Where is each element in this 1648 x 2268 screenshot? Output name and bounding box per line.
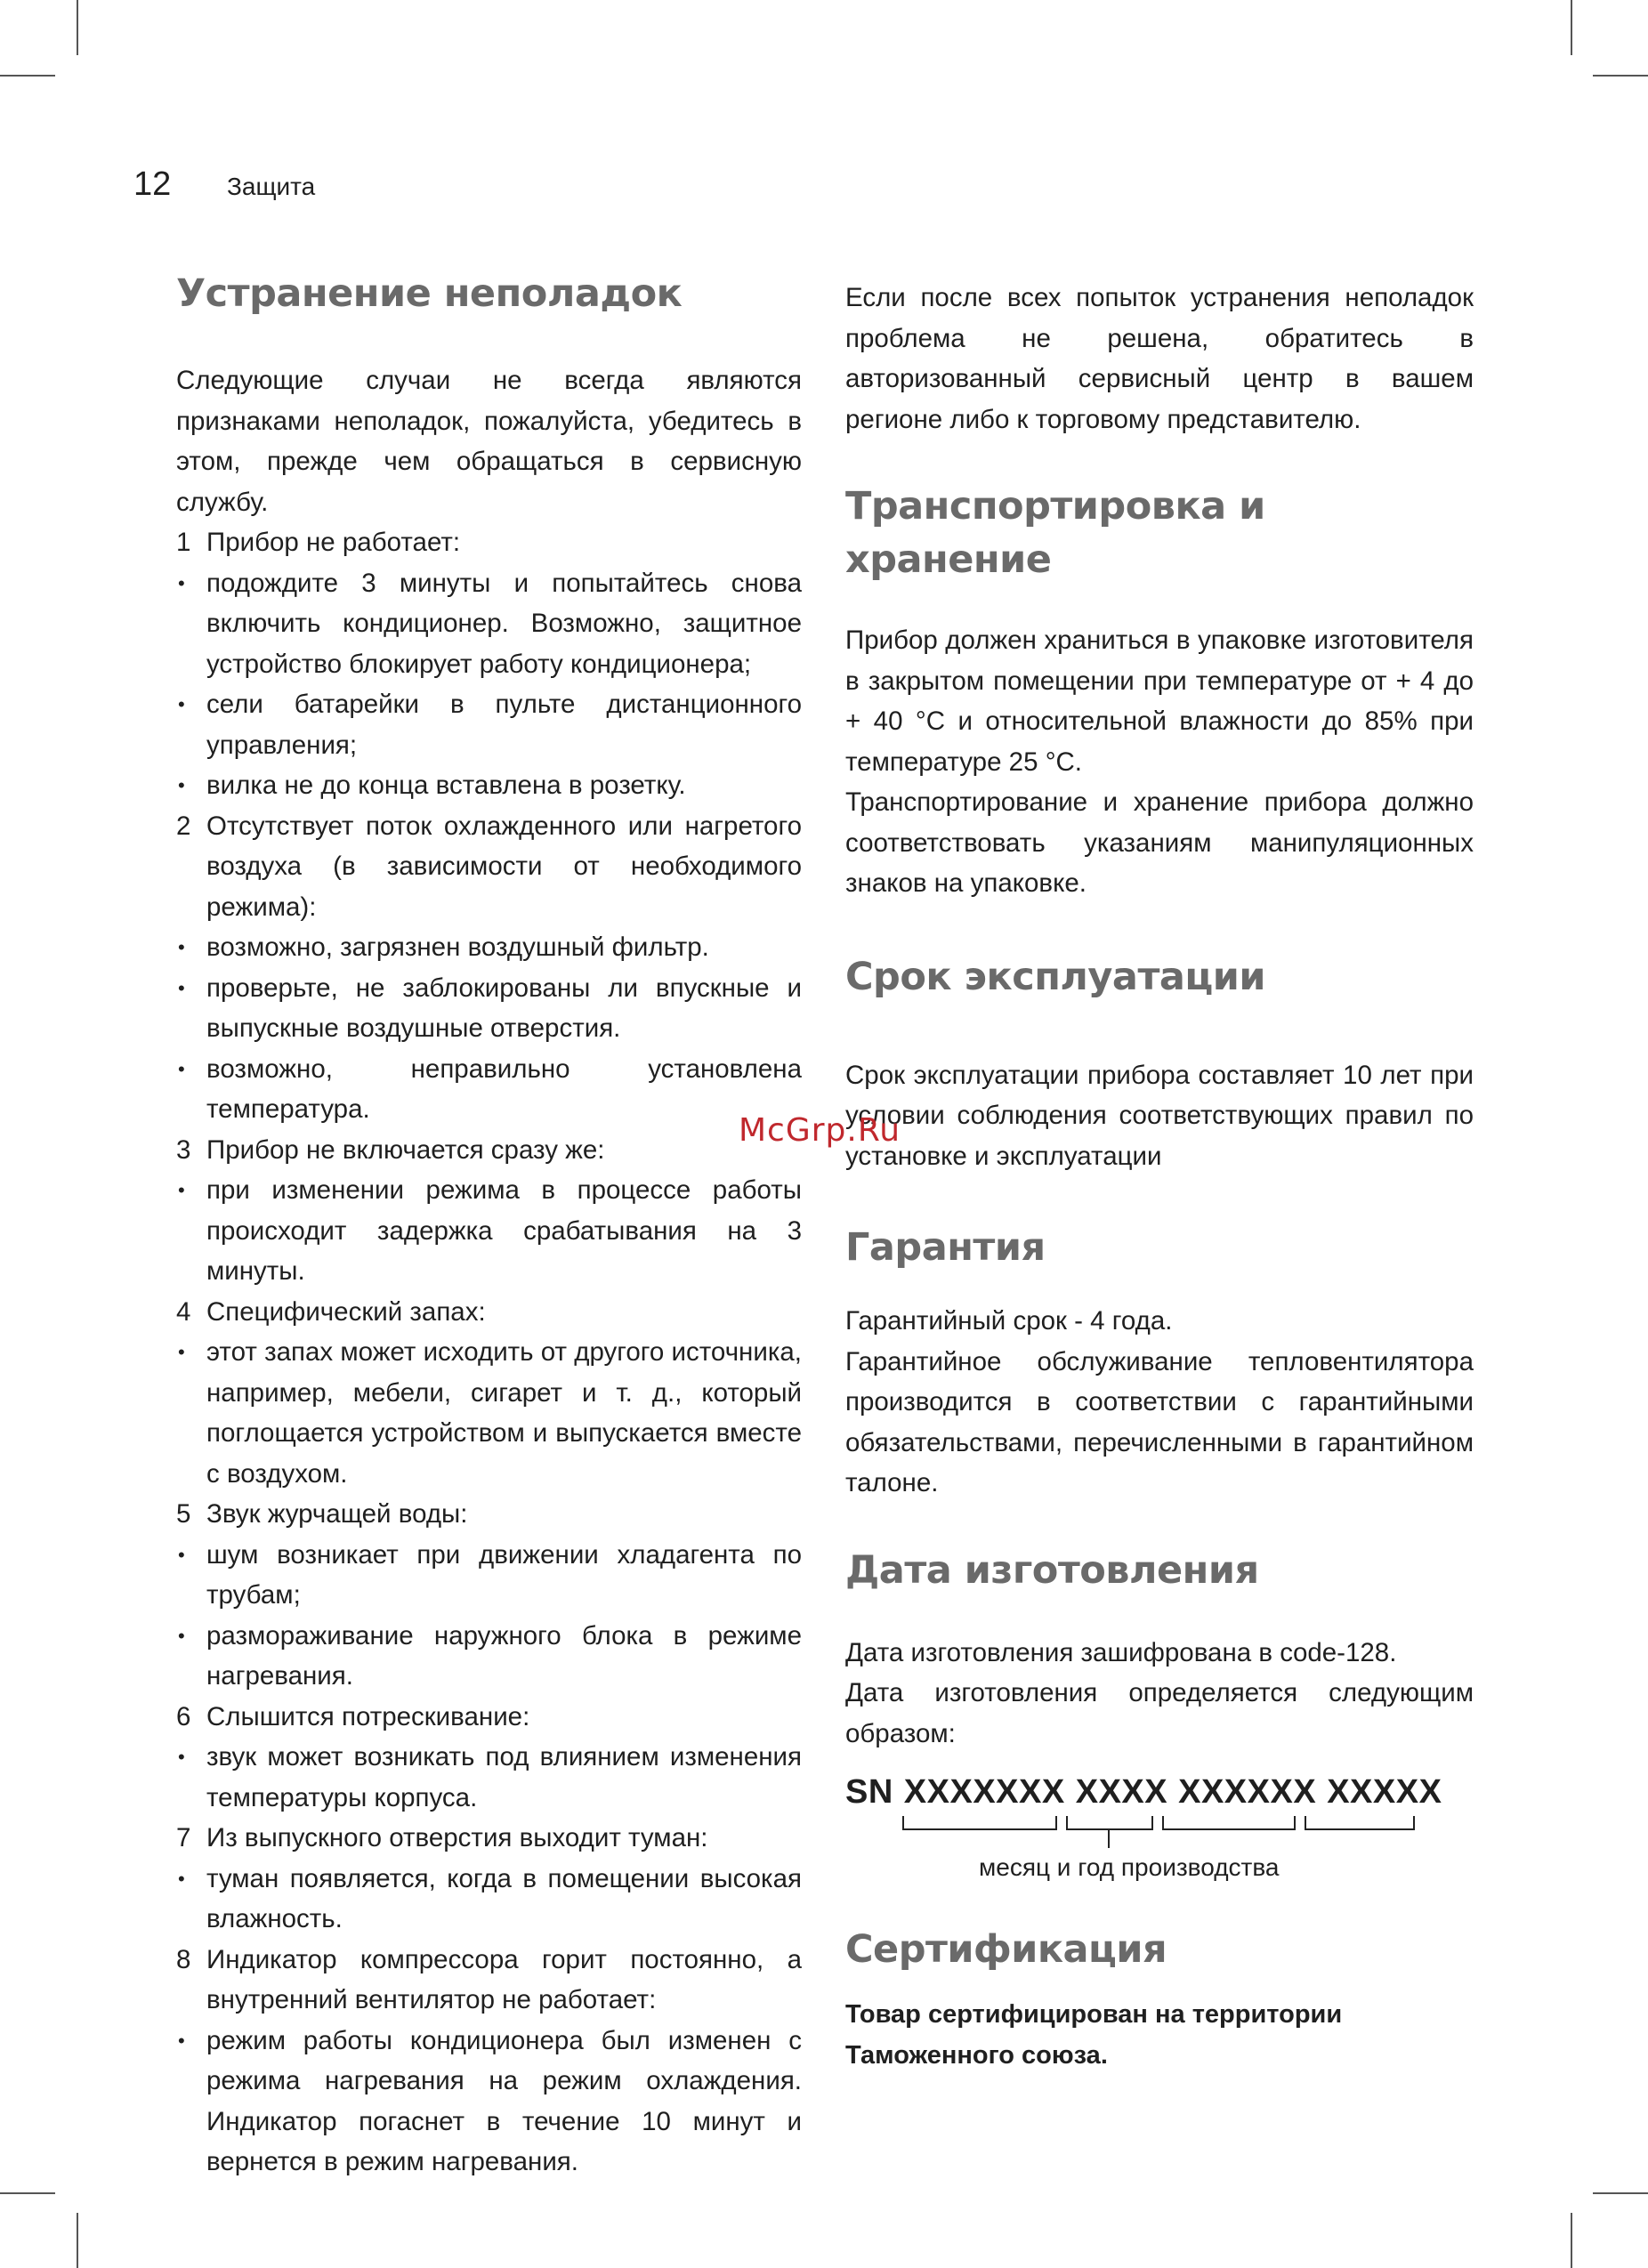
bullet-item	[176, 563, 802, 685]
troubleshooting-title: Устранение неполадок	[176, 271, 683, 316]
crop-mark	[77, 0, 78, 55]
numbered-item	[176, 806, 802, 928]
transport-paragraph: Прибор должен храниться в упаковке изготовителя в закрытом помещении при температуре от + 4 до + 40 °C и относительной влажности до 85% при температуре 25 °C.	[845, 626, 1474, 777]
sn-group: XXXXXX	[1178, 1773, 1317, 1811]
warranty-paragraph: Гарантийное обслуживание тепловентилятора производится в соответствии с гарантийными обязательствами, перечисленными в гарантийном талоне.	[845, 1346, 1474, 1497]
crop-mark	[1593, 75, 1648, 77]
certification-line: Таможенного союза.	[845, 2041, 1108, 2070]
service-life-paragraph: Срок эксплуатации прибора составляет 10 лет при условии соблюдения соответствующих правил по установке и эксплуатации	[845, 1060, 1474, 1171]
item-number: 3	[176, 1134, 191, 1165]
bullet-marker: •	[178, 571, 185, 594]
bullet-marker: •	[178, 1746, 185, 1768]
sn-prefix: SN	[845, 1773, 893, 1811]
item-text: звук может возникать под влиянием изменения температуры корпуса.	[206, 1742, 802, 1812]
certification-section	[845, 1923, 1474, 2076]
item-text: возможно, загрязнен воздушный фильтр.	[206, 932, 709, 962]
bullet-marker: •	[178, 1543, 185, 1566]
bullet-item	[176, 1332, 802, 1494]
crop-mark	[0, 2192, 55, 2194]
warranty-section	[845, 1221, 1474, 1504]
warranty-paragraph: Гарантийный срок - 4 года.	[845, 1306, 1173, 1336]
numbered-item	[176, 1818, 802, 1859]
item-text: Специфический запах:	[206, 1296, 486, 1327]
left-column	[176, 267, 802, 2183]
sn-bracket	[1162, 1816, 1296, 1830]
manufacture-section	[845, 1544, 1474, 1897]
numbered-item	[176, 1494, 802, 1535]
item-text: размораживание наружного блока в режиме нагревания.	[206, 1620, 802, 1691]
sn-pointer	[1108, 1828, 1110, 1848]
sn-bracket	[1305, 1816, 1415, 1830]
bullet-marker: •	[178, 1057, 185, 1080]
bullet-marker: •	[178, 1179, 185, 1201]
item-text: Из выпускного отверстия выходит туман:	[206, 1823, 708, 1852]
bullet-marker: •	[178, 936, 185, 958]
page-number: 12	[133, 165, 172, 203]
item-text: шум возникает при движении хладагента по трубам;	[206, 1539, 802, 1610]
bullet-marker: •	[178, 1867, 185, 1890]
bullet-marker: •	[178, 1341, 185, 1363]
item-text: вилка не до конца вставлена в розетку.	[206, 771, 686, 800]
item-number: 8	[176, 1944, 191, 1974]
item-number: 6	[176, 1701, 191, 1731]
bullet-marker: •	[178, 693, 185, 715]
item-number: 7	[176, 1823, 191, 1852]
item-text: возможно, неправильно установлена температура.	[206, 1053, 802, 1124]
item-number: 2	[176, 811, 191, 841]
section-label: Защита	[227, 173, 316, 200]
bullet-marker: •	[178, 1624, 185, 1647]
bullet-item	[176, 1737, 802, 1818]
item-text: Отсутствует поток охлажденного или нагретого воздуха (в зависимости от необходимого режима):	[206, 811, 802, 922]
crop-mark	[1571, 2213, 1572, 2268]
sn-group: XXXXXXX	[903, 1773, 1065, 1811]
sn-caption: месяц и год производства	[979, 1853, 1280, 1881]
bullet-item	[176, 1616, 802, 1697]
manufacture-title: Дата изготовления	[845, 1547, 1259, 1593]
serial-number-diagram	[845, 1772, 1474, 1896]
item-text: Индикатор компрессора горит постоянно, а внутренний вентилятор не работает:	[206, 1944, 802, 2014]
numbered-item	[176, 1697, 802, 1738]
bullet-item	[176, 1049, 802, 1130]
warranty-title: Гарантия	[845, 1225, 1046, 1270]
serial-number-row	[845, 1772, 1452, 1812]
transport-section	[845, 480, 1474, 904]
item-text: Прибор не работает:	[206, 528, 461, 557]
sn-bracket	[902, 1816, 1057, 1830]
item-text: проверьте, не заблокированы ли впускные и выпускные воздушные отверстия.	[206, 973, 802, 1043]
item-text: туман появляется, когда в помещении высокая влажность.	[206, 1863, 802, 1933]
item-text: Слышится потрескивание:	[206, 1701, 530, 1731]
crop-mark	[1571, 0, 1572, 55]
item-number: 1	[176, 528, 191, 557]
watermark: McGrp.Ru	[739, 1112, 901, 1149]
certification-title: Сертификация	[845, 1927, 1167, 1972]
manufacture-paragraph: Дата изготовления определяется следующим образом:	[845, 1678, 1474, 1748]
transport-paragraph: Транспортирование и хранение прибора должно соответствовать указаниям манипуляционных знаков на упаковке.	[845, 787, 1474, 898]
item-text: этот запах может исходить от другого источника, например, мебели, сигарет и т. д., который поглощается устройством и выпускается вместе с воздухом.	[206, 1337, 802, 1489]
item-text: подождите 3 минуты и попытайтесь снова включить кондиционер. Возможно, защитное устройство блокирует работу кондиционера;	[206, 568, 802, 679]
crop-mark	[77, 2213, 78, 2268]
crop-mark	[1593, 2192, 1648, 2194]
contact-text: Если после всех попыток устранения неполадок проблема не решена, обратитесь в авторизованный сервисный центр в вашем регионе либо к торговому представителю.	[845, 283, 1474, 434]
right-column	[845, 267, 1474, 2076]
item-text: сели батарейки в пульте дистанционного управления;	[206, 690, 802, 760]
numbered-item	[176, 1292, 802, 1333]
bullet-item	[176, 1170, 802, 1292]
certification-text	[845, 1994, 1474, 2076]
service-life-title: Срок эксплуатации	[845, 954, 1266, 999]
manufacture-paragraph: Дата изготовления зашифрована в code-128.	[845, 1637, 1397, 1667]
bullet-item	[176, 765, 802, 806]
bullet-marker: •	[178, 976, 185, 999]
bullet-marker: •	[178, 2029, 185, 2052]
item-text: при изменении режима в процессе работы происходит задержка срабатывания на 3 минуты.	[206, 1175, 802, 1286]
item-text: режим работы кондиционера был изменен с режима нагревания на режим охлаждения. Индикатор погаснет в течение 10 минут и вернется в режим нагревания.	[206, 2025, 802, 2176]
transport-title: Транспортировка и хранение	[845, 484, 1265, 582]
certification-line: Товар сертифицирован на территории	[845, 2000, 1343, 2029]
contact-section	[845, 278, 1474, 440]
item-number: 5	[176, 1499, 191, 1529]
troubleshooting-list	[176, 522, 802, 2183]
crop-mark	[0, 75, 55, 77]
sn-bracket	[1066, 1816, 1153, 1830]
bullet-marker: •	[178, 774, 185, 796]
bullet-item	[176, 927, 802, 968]
bullet-item	[176, 968, 802, 1049]
item-text: Звук журчащей воды:	[206, 1499, 468, 1529]
bullet-item	[176, 2021, 802, 2183]
item-text: Прибор не включается сразу же:	[206, 1134, 605, 1165]
service-life-section	[845, 950, 1474, 1177]
item-number: 4	[176, 1296, 191, 1327]
bullet-item	[176, 684, 802, 765]
numbered-item	[176, 1130, 802, 1171]
numbered-item	[176, 1940, 802, 2021]
sn-group: XXXX	[1075, 1773, 1168, 1811]
sn-group: XXXXX	[1327, 1773, 1442, 1811]
bullet-item	[176, 1535, 802, 1616]
bullet-item	[176, 1859, 802, 1940]
numbered-item	[176, 522, 802, 563]
troubleshooting-intro: Следующие случаи не всегда являются признаками неполадок, пожалуйста, убедитесь в этом, прежде чем обращаться в сервисную службу.	[176, 366, 802, 517]
